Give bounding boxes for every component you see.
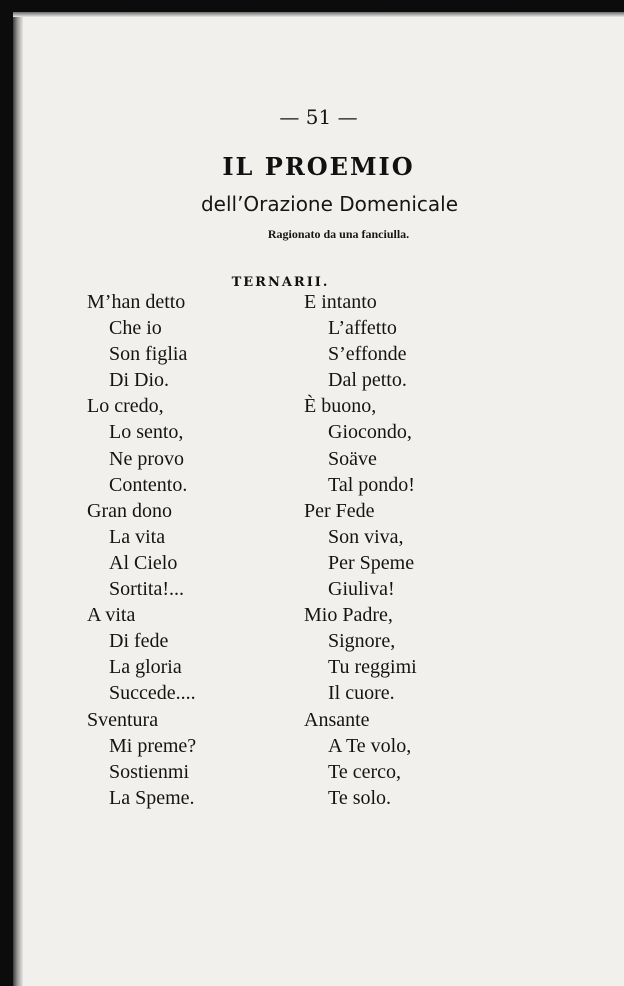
verse-line: La gloria	[109, 656, 182, 679]
page-top-edge	[13, 12, 624, 17]
verse-line: E intanto	[304, 291, 377, 313]
verse-line: Ansante	[304, 708, 370, 731]
binding-shadow	[13, 12, 23, 986]
verse-line: La vita	[109, 525, 166, 548]
verse-line: Al Cielo	[109, 551, 178, 574]
verse-line: Ne provo	[109, 447, 184, 470]
verse-line: Sventura	[87, 708, 159, 731]
verse-line: M’han detto	[87, 291, 186, 313]
verse-line: Tu reggimi	[328, 656, 417, 679]
verse-line: A Te volo,	[328, 734, 412, 757]
verse-line: Mio Padre,	[304, 604, 393, 627]
verse-line: Per Speme	[328, 551, 415, 574]
verse-line: Mi preme?	[109, 734, 197, 757]
verse-line: Te solo.	[328, 786, 392, 809]
page-title: IL PROEMIO	[222, 152, 415, 181]
verse-line: Gran dono	[87, 499, 172, 522]
verse-line: Te cerco,	[328, 760, 401, 783]
verse-line: Succede....	[109, 682, 196, 705]
page-subtitle: dell’Orazione Domenicale	[200, 192, 459, 216]
book-page	[13, 12, 624, 986]
verse-line: Contento.	[109, 473, 188, 496]
verse-line: Lo credo,	[87, 395, 164, 418]
verse-line: Signore,	[328, 630, 396, 653]
verse-line: Giuliva!	[328, 578, 395, 601]
section-heading: TERNARII.	[231, 275, 330, 290]
verse-line: Per Fede	[304, 499, 375, 522]
verse-line: Lo sento,	[109, 421, 184, 444]
verse-line: Dal petto.	[328, 369, 407, 392]
byline: Ragionato da una fanciulla.	[267, 227, 410, 241]
verse-line: Sortita!...	[109, 578, 184, 601]
verse-line: È buono,	[304, 395, 377, 418]
verse-line: Sostienmi	[109, 760, 190, 783]
poem-right-column	[304, 289, 417, 811]
verse-line: S’effonde	[328, 343, 407, 366]
verse-line: Giocondo,	[328, 421, 412, 444]
verse-line: Soäve	[328, 447, 377, 470]
poem-left-column	[87, 289, 196, 811]
verse-line: Di Dio.	[109, 369, 169, 392]
verse-line: Tal pondo!	[328, 473, 415, 496]
verse-line: La Speme.	[109, 786, 195, 809]
page-number: — 51 —	[279, 105, 358, 129]
verse-line: Che io	[109, 317, 162, 340]
verse-line: Son figlia	[109, 343, 188, 366]
verse-line: Son viva,	[328, 525, 404, 548]
verse-line: Il cuore.	[328, 682, 395, 705]
verse-line: A vita	[87, 604, 136, 627]
verse-line: Di fede	[109, 630, 169, 653]
verse-line: L’affetto	[328, 317, 397, 340]
